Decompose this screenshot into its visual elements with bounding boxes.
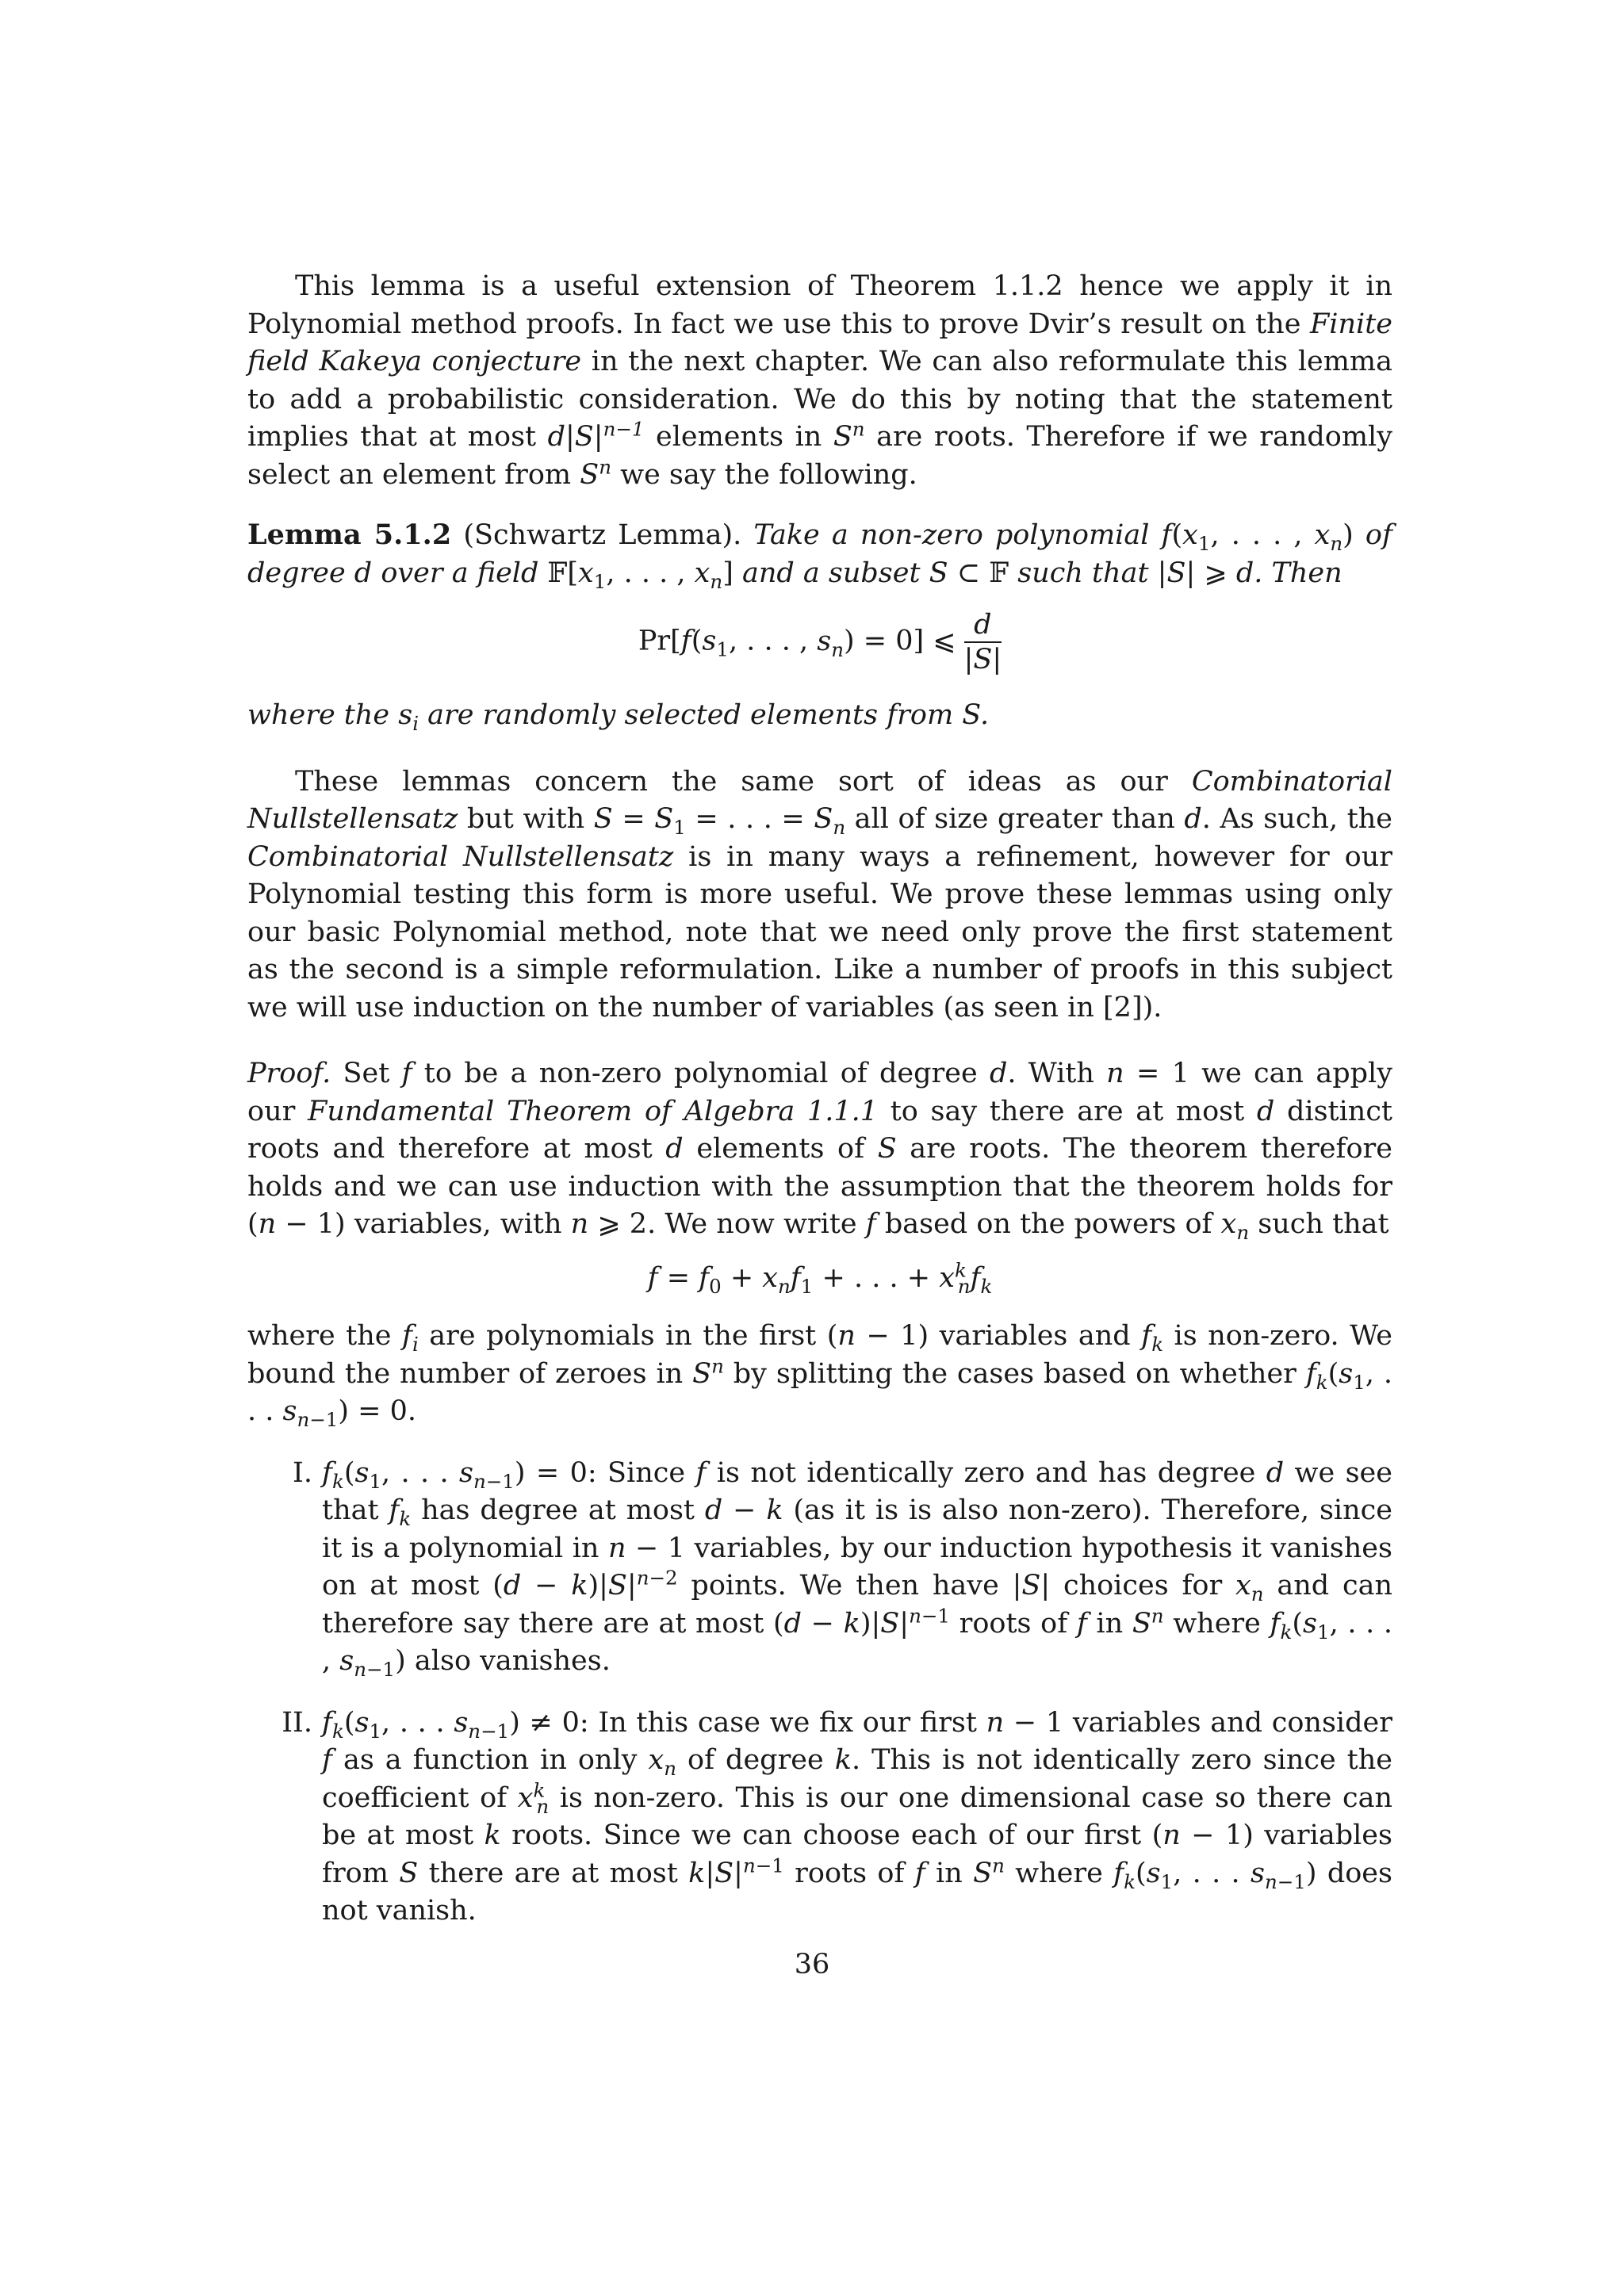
intro-paragraph: This lemma is a useful extension of Theorem 1.1.2 hence we apply it in Polynomial method proofs. In fact we use this to prove Dvir’s result on the Finite field Kakeya conjecture in the next chapter. We can also reformulate this lemma to add a probabilistic consideration. We do this by noting that the statement implies that at most $d|S|^{n-1}$ elements in $S^n$ are roots. Therefore if we randomly select an element from $S^n$ we say the following. [247,270,1392,491]
fraction: $\frac{d}{|S|}$ [963,609,1002,675]
discussion-paragraph: These lemmas concern the same sort of ideas as our Combinatorial Nullstellensatz but with $S = S_1$ = . . . = $S_n$ all of size greater than d. As such, the Combinatorial Nullstellensatz is in many ways a refinement, however for our Polynomial testing this form is more useful. We prove these lemmas using only our basic Polynomial method, note that we need only prove the first statement as the second is a simple reformulation. Like a number of proofs in this subject we will use induction on the number of variables (as seen in [2]). [247,765,1392,1024]
proof-display-equation: $f = f_0 + x_nf_1$ + . . . + $x^k_nf_k$ [647,1257,993,1298]
page-body [247,268,1392,1954]
case-label: II. [282,1706,312,1739]
lemma-after: where the $s_i$ are randomly selected elements from S. [247,699,990,735]
case-label: I. [293,1456,312,1489]
case-item [247,1705,1392,1931]
lemma-display-equation: $Pr[f(s_1$, . . . , $s_n) = 0$] ⩽ $\frac{d}{|S|}$ [638,609,1002,675]
lemma-label: Lemma 5.1.2 [247,519,452,551]
case-list [247,1455,1392,1931]
proof-paragraph: Proof. Set f to be a non-zero polynomial of degree d. With n = 1 we can apply our Fundamental Theorem of Algebra 1.1.1 to say there are at most d distinct roots and therefore at most d elements of S are roots. The theorem therefore holds and we can use induction with the assumption that the theorem holds for (n − 1) variables, with n ⩾ 2. We now write f based on the powers of $x_n$ such that [247,1058,1393,1244]
case-text: $f_k(s_1$, . . . $s_{n-1}) = 0$: Since f is not identically zero and has degree d we see that $f_k$ has degree at most d − k (as it is is also non-zero). Therefore, since it is a polynomial in n − 1 variables, by our induction hypothesis it vanishes on at most $(d - k)|S|^{n-2}$ points. We then have |S| choices for $x_n$ and can therefore say there are at most $(d - k)|S|^{n-1}$ roots of f in $S^n$ where $f_k(s_1$, . . . , $s_{n-1}$) also vanishes. [322,1456,1392,1681]
page-number: 36 [794,1949,830,1980]
proof-after: where the $f_i$ are polynomials in the first (n − 1) variables and $f_k$ is non-zero. We bound the number of zeroes in $S^n$ by splitting the cases based on whether $f_k(s_1$, . . . $s_{n-1}) = 0$. [247,1320,1392,1431]
proof-label: Proof. [247,1058,331,1089]
lemma-name: (Schwartz Lemma). [463,519,742,551]
case-text: $f_k(s_1$, . . . $s_{n-1}) \ne 0$: In this case we fix our first n − 1 variables and consider f as a function in only $x_n$ of degree k. This is not identically zero since the coefficient of $x^k_n$ is non-zero. This is our one dimensional case so there can be at most k roots. Since we can choose each of our first (n − 1) variables from S there are at most $k|S|^{n-1}$ roots of f in $S^n$ where $f_k(s_1$, . . . $s_{n-1}$) does not vanish. [322,1706,1392,1927]
lemma-statement: Lemma 5.1.2 (Schwartz Lemma). Take a non-zero polynomial $f(x_1$, . . . , $x_n$) of degree d over a field $𝔽[x_1$, . . . , $x_n$] and a subset S ⊂ 𝔽 such that |S| ⩾ d. Then [247,519,1392,593]
case-item [247,1455,1392,1681]
